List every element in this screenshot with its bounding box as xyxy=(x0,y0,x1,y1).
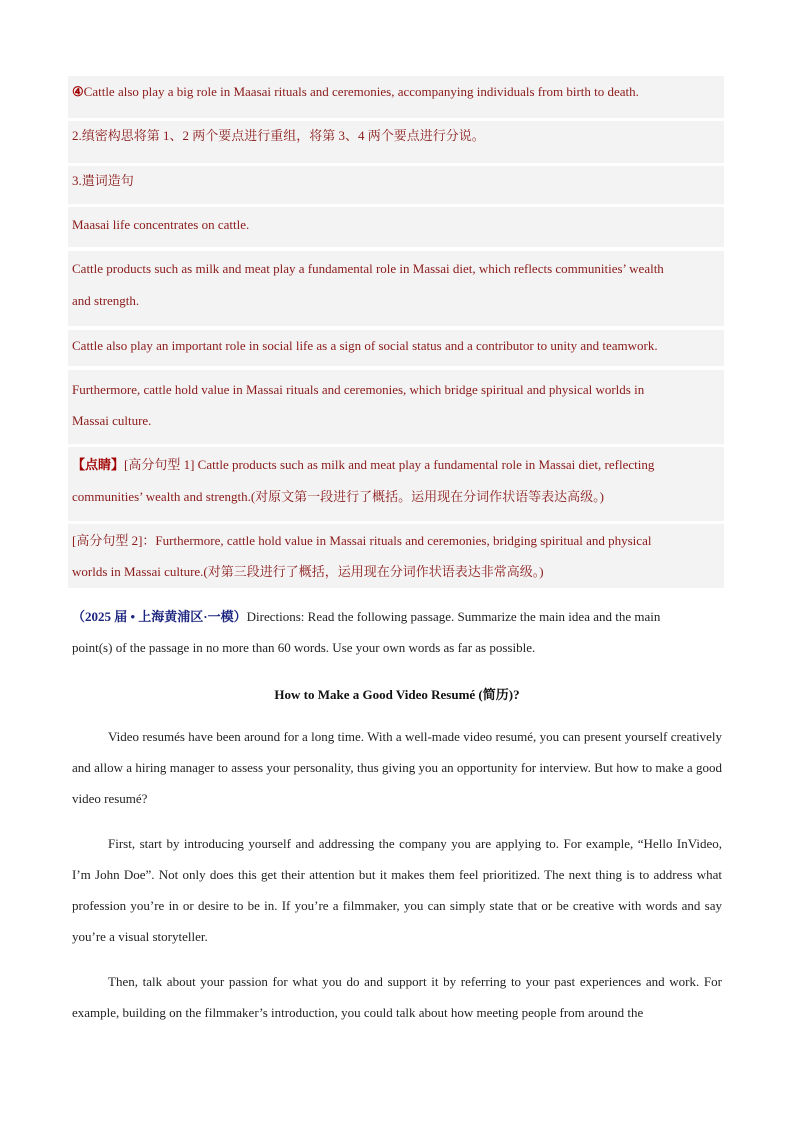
tip-2-line-1: [高分句型 2]：Furthermore, cattle hold value in Massai rituals and ceremonies, bridging spiritual and physical xyxy=(72,533,652,548)
article-paragraph-2: First, start by introducing yourself and addressing the company you are applying to. For example, “Hello InVideo, I’m John Doe”. Not only does this get their attention but it makes them feel prioritized. The next thing is to address what profession you’re in or desire to be in. If you’re a filmmaker, you can simply state that or be creative with words and say you’re a visual storyteller. xyxy=(72,836,722,944)
tip-2-line-2: worlds in Massai culture.(对第三段进行了概括，运用现在分词作状语表达非常高级。) xyxy=(72,564,544,579)
task-directions-line-2: point(s) of the passage in no more than 60 words. Use your own words as far as possible. xyxy=(72,640,536,655)
article-paragraph-1: Video resumés have been around for a long time. With a well-made video resumé, you can present yourself creatively and allow a hiring manager to assess your personality, thus giving you an opportunity for interview. But how to make a good video resumé? xyxy=(72,729,722,806)
sentence-2-line-1: Cattle products such as milk and meat play a fundamental role in Massai diet, which reflects communities’ wealth xyxy=(72,261,664,276)
sentence-2-line-2: and strength. xyxy=(72,293,140,308)
key-point-4: ④Cattle also play a big role in Maasai rituals and ceremonies, accompanying individuals from birth to death. xyxy=(72,84,639,99)
circled-number-4: ④ xyxy=(72,84,84,99)
sentence-1: Maasai life concentrates on cattle. xyxy=(72,217,250,232)
sentence-4-line-1: Furthermore, cattle hold value in Massai rituals and ceremonies, which bridge spiritual and physical worlds in xyxy=(72,382,645,397)
tip-1-line-1: 【点睛】[高分句型 1] Cattle products such as milk and meat play a fundamental role in Massai diet, reflecting xyxy=(72,457,655,472)
sentence-4-line-2: Massai culture. xyxy=(72,413,152,428)
step-3: 3.遣词造句 xyxy=(72,173,134,188)
article-title: How to Make a Good Video Resumé (简历)? xyxy=(274,687,520,702)
source-tag: （2025 届 • 上海黄浦区·一模） xyxy=(72,609,247,624)
task-directions-line-1: （2025 届 • 上海黄浦区·一模）Directions: Read the following passage. Summarize the main idea and the main xyxy=(72,609,661,624)
article-paragraph-3: Then, talk about your passion for what you do and support it by referring to your past experiences and work. For example, building on the filmmaker’s introduction, you could talk about how meeting people from around the xyxy=(72,974,722,1020)
sentence-3: Cattle also play an important role in social life as a sign of social status and a contributor to unity and teamwork. xyxy=(72,338,658,353)
step-2: 2.缜密构思将第 1、2 两个要点进行重组，将第 3、4 两个要点进行分说。 xyxy=(72,128,485,143)
tip-label: 【点睛】 xyxy=(72,457,125,472)
tip-1-line-2: communities’ wealth and strength.(对原文第一段进行了概括。运用现在分词作状语等表达高级。) xyxy=(72,489,604,504)
